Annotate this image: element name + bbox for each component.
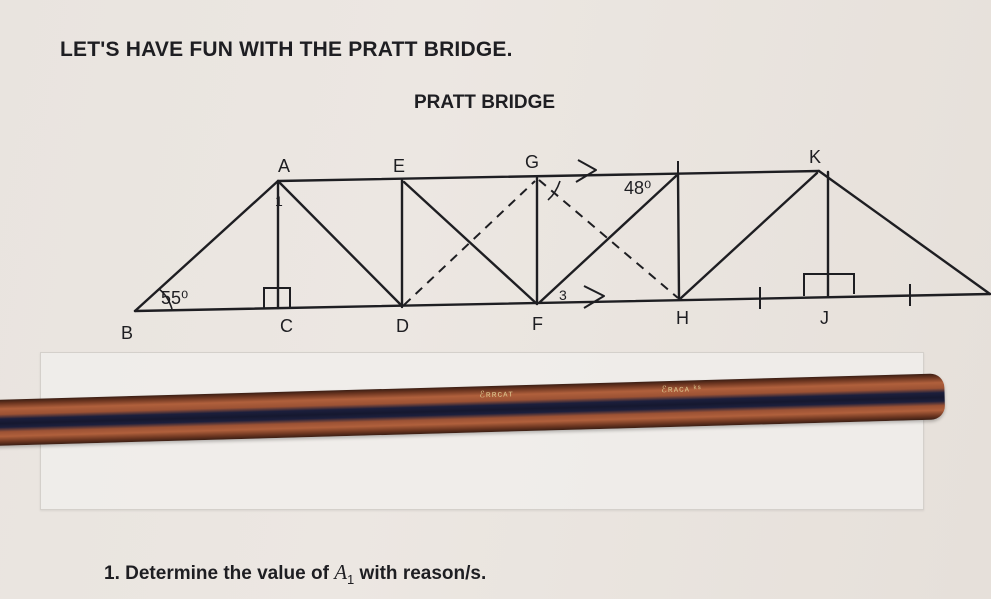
point-label-k: K (809, 147, 822, 167)
angle-arc-g (548, 181, 560, 200)
question-text-before: Determine the value of (125, 563, 329, 584)
parallel-arrow-top (576, 160, 596, 182)
point-label-h: H (676, 308, 689, 328)
question-variable: A (334, 560, 348, 584)
end-post-left (135, 181, 278, 311)
angle-label-48: 48⁰ (624, 178, 652, 198)
pencil-stamp-left: ℰʀʀᴄᴀᴛ (479, 388, 514, 400)
point-label-j: J (820, 308, 829, 328)
pencil-stamp-right: ℰʀᴀᴄᴀ ᵏˢ (661, 383, 702, 395)
point-label-f: F (532, 314, 543, 334)
question-text-after: with reason/s. (359, 563, 487, 584)
point-label-a: A (278, 156, 291, 176)
point-label-c: C (280, 316, 293, 336)
top-chord (278, 171, 819, 181)
diagonal-hk (681, 173, 817, 298)
diagonal-ef (404, 182, 537, 304)
point-label-e: E (393, 156, 406, 176)
end-post-right (819, 171, 990, 294)
angle-label-3: 3 (559, 287, 567, 303)
question-number: 1. (104, 563, 120, 584)
worksheet-heading: LET'S HAVE FUN WITH THE PRATT BRIDGE. (60, 38, 513, 61)
question-subscript: 1 (347, 572, 355, 587)
angle-label-1: 1 (275, 193, 283, 209)
vertical-ih (678, 174, 679, 299)
diagram-title: PRATT BRIDGE (414, 92, 556, 113)
angle-label-b: 55⁰ (161, 288, 189, 308)
diagonal-fi (540, 176, 676, 302)
diagonal-ad (280, 183, 402, 306)
point-label-g: G (525, 152, 540, 172)
parallel-arrow-bottom (584, 286, 604, 308)
question-1 (104, 560, 486, 585)
point-label-b: B (121, 323, 134, 343)
point-label-d: D (396, 316, 409, 336)
